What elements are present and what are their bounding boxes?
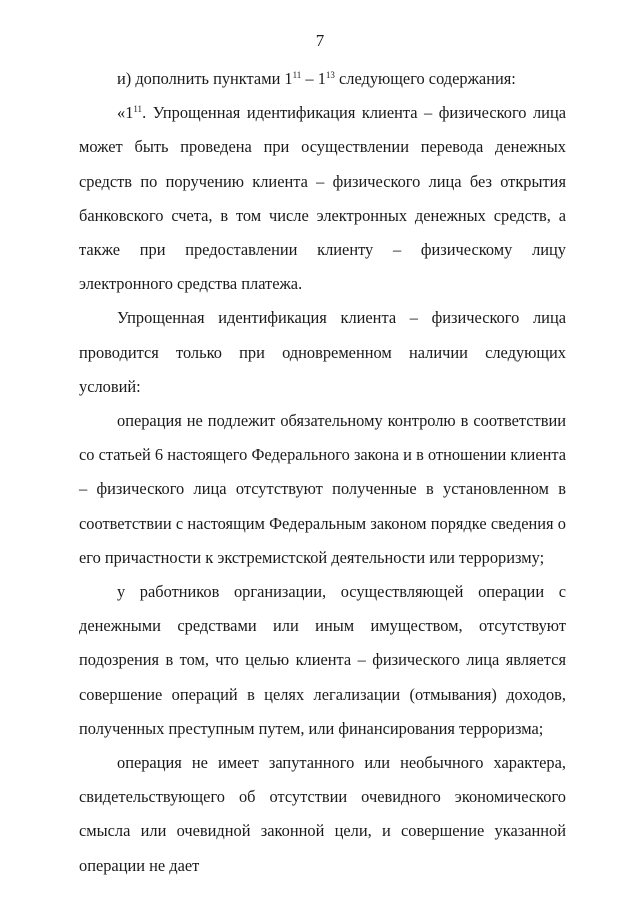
paragraph-amendment-intro (79, 62, 566, 96)
amendment-intro-pre: и) дополнить пунктами 1 (117, 69, 293, 88)
paragraph-condition-3: операция не имеет запутанного или необычного характера, свидетельствующего об отсутствии очевидного экономического смысла или очевидной законной цели, и совершение указанной операции не дает (79, 753, 566, 875)
clause-text: . Упрощенная идентификация клиента – физического лица может быть проведена при осуществлении перевода денежных средств по поручению клиента – физического лица без открытия банковского счета, в том числе электронных денежных средств, а также при предоставлении клиенту – физическому лицу электронного средства платежа. (79, 103, 566, 294)
paragraph-condition-1: операция не подлежит обязательному контролю в соответствии со статьей 6 настоящего Федерального закона и в отношении клиента – физического лица отсутствуют полученные в установленном в соответствии с настоящим Федеральным законом порядке сведения о его причастности к экстремистской деятельности или терроризму; (79, 411, 566, 567)
page-number: 7 (315, 31, 325, 50)
amendment-intro-post: следующего содержания: (334, 69, 516, 88)
paragraph-conditions-intro: Упрощенная идентификация клиента – физического лица проводится только при одновременном наличии следующих условий: (79, 308, 566, 396)
superscript: 11 (292, 70, 302, 80)
superscript: 11 (133, 104, 143, 115)
amendment-intro-mid: – 1 (301, 69, 326, 88)
paragraph-simplified-identification (79, 96, 566, 301)
paragraph-condition-2: у работников организации, осуществляющей операции с денежными средствами или иным имуществом, отсутствуют подозрения в том, что целью клиента – физического лица является совершение операций в целях легализации (отмывания) доходов, полученных преступным путем, или финансирования терроризма; (79, 582, 566, 738)
superscript: 13 (325, 70, 335, 80)
document-body (79, 62, 566, 883)
clause-number-pre: «1 (117, 103, 134, 123)
